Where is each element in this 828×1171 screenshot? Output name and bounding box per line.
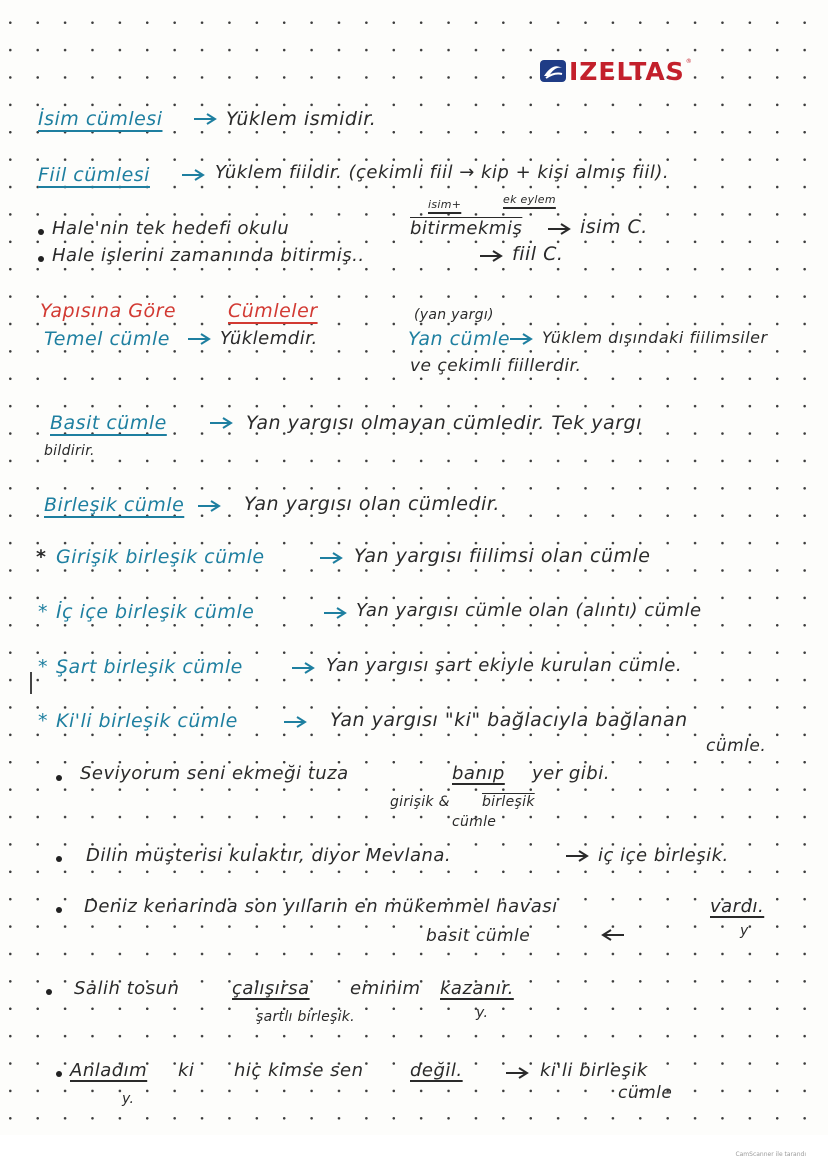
isim-cumlesi-definition: Yüklem ismidir.: [226, 108, 377, 130]
asterisk-marker: *: [38, 710, 48, 732]
arrow-right-icon: [282, 715, 310, 729]
yan-cumle-definition-2: ve çekimli fiillerdir.: [410, 356, 582, 376]
arrow-right-icon: [290, 661, 318, 675]
example-e5-result: ki'li birleşik: [540, 1060, 648, 1081]
example-e4-mid: eminim: [350, 978, 421, 999]
arrow-right-icon: [186, 332, 214, 346]
example-e5-verb: Anladım: [70, 1060, 148, 1081]
bullet: [38, 256, 44, 262]
yan-cumle-definition-1: Yüklem dışındaki fiilimsiler: [542, 328, 768, 347]
fiil-cumlesi-title: Fiil cümlesi: [38, 164, 150, 186]
bullet: [56, 856, 62, 862]
example-e5-verb-2: değil.: [410, 1060, 463, 1081]
arrow-left-icon: [598, 928, 626, 942]
brand-name: IZELTAS: [569, 56, 685, 86]
example-e3-verb: vardı.: [710, 896, 765, 917]
scanner-watermark: CamScanner ile tarandı: [735, 1151, 806, 1158]
sart-definition: Yan yargısı şart ekiyle kurulan cümle.: [326, 655, 683, 676]
example-1-verb: bitirmekmiş: [410, 218, 523, 239]
arrow-right-icon: [192, 112, 220, 126]
kili-definition: Yan yargısı "ki" bağlacıyla bağlanan: [330, 709, 688, 731]
yan-cumle-title: Yan cümle: [408, 328, 511, 350]
yan-yargi-note: (yan yargı): [414, 307, 494, 323]
example-e1-note-2: cümle: [452, 814, 497, 830]
example-e5-result-2: cümle: [618, 1083, 673, 1103]
arrow-right-icon: [180, 168, 208, 182]
girisik-title: Girişik birleşik cümle: [56, 546, 265, 568]
example-e1-rest: yer gibi.: [532, 763, 610, 784]
example-e4-note: şartlı birleşik.: [256, 1009, 355, 1025]
brand-trademark: ®: [685, 58, 692, 65]
example-e3-note: basit cümle: [426, 926, 531, 946]
temel-cumle-definition: Yüklemdir.: [220, 328, 318, 349]
arrow-right-icon: [478, 249, 506, 263]
arrow-right-icon: [508, 332, 536, 346]
bullet: [46, 989, 52, 995]
example-e3-text: Deniz kenarında son yılların en mükemmel havası: [84, 896, 558, 917]
isim-cumlesi-title: İsim cümlesi: [38, 108, 163, 130]
yapisina-gore-title: Yapısına Göre: [40, 300, 177, 322]
example-e1-note-1b: birleşik: [482, 794, 535, 810]
brand-logo: [540, 56, 692, 86]
example-e2-text: Dilin müşterisi kulaktır, diyor Mevlana.: [86, 845, 452, 866]
example-e4-verb-2: kazanır.: [440, 978, 514, 999]
example-e5-y: y.: [122, 1091, 135, 1107]
kili-title: Ki'li birleşik cümle: [56, 710, 238, 732]
isim-note: isim+: [428, 198, 462, 211]
basit-cumle-definition: Yan yargısı olmayan cümledir. Tek yargı: [246, 412, 642, 434]
example-e1-text: Seviyorum seni ekmeği tuza: [80, 763, 349, 784]
example-e5-ki: ki: [178, 1060, 195, 1081]
example-e3-verb-note: y: [740, 923, 749, 939]
temel-cumle-title: Temel cümle: [44, 328, 170, 350]
birlesik-cumle-definition: Yan yargısı olan cümledir.: [244, 493, 500, 515]
arrow-right-icon: [546, 222, 574, 236]
asterisk-marker: *: [38, 601, 48, 623]
sart-title: Şart birleşik cümle: [56, 656, 243, 678]
asterisk-marker: *: [38, 656, 48, 678]
example-e4-verb: çalışırsa: [232, 978, 310, 999]
arrow-right-icon: [504, 1066, 532, 1080]
ek-eylem-note: ek eylem: [503, 193, 556, 206]
example-e1-note-1: girişik &: [390, 794, 450, 810]
margin-mark: [30, 672, 32, 694]
arrow-right-icon: [564, 849, 592, 863]
kili-definition-2: cümle.: [706, 736, 767, 756]
page-bottom-margin: [0, 1135, 828, 1171]
arrow-right-icon: [208, 416, 236, 430]
example-e4-text: Salih tosun: [74, 978, 180, 999]
icice-title: İç içe birleşik cümle: [56, 601, 255, 623]
fiil-cumlesi-definition: Yüklem fiildir. (çekimli fiil → kip + kişi almış fiil).: [215, 162, 670, 183]
arrow-right-icon: [322, 606, 350, 620]
asterisk-marker: *: [36, 546, 47, 568]
example-e2-result: iç içe birleşik.: [598, 845, 729, 866]
basit-cumle-definition-2: bildirir.: [44, 443, 95, 459]
izeltas-logo-icon: [540, 60, 566, 82]
arrow-right-icon: [318, 551, 346, 565]
basit-cumle-title: Basit cümle: [50, 412, 167, 434]
example-1-text: Hale'nin tek hedefi okulu: [52, 218, 290, 239]
example-1-result: isim C.: [580, 216, 648, 238]
cumleler-title: Cümleler: [228, 300, 318, 322]
arrow-right-icon: [196, 499, 224, 513]
bullet: [56, 907, 62, 913]
bullet: [38, 229, 44, 235]
birlesik-cumle-title: Birleşik cümle: [44, 494, 185, 516]
example-2-text: Hale işlerini zamanında bitirmiş..: [52, 245, 365, 266]
example-e1-verb: banıp: [452, 763, 505, 784]
bullet: [56, 775, 62, 781]
girisik-definition: Yan yargısı fiilimsi olan cümle: [354, 545, 651, 567]
example-e5-text: hiç kimse sen: [234, 1060, 364, 1081]
example-2-result: fiil C.: [512, 243, 564, 265]
icice-definition: Yan yargısı cümle olan (alıntı) cümle: [356, 600, 702, 621]
example-e4-y: y.: [476, 1005, 489, 1021]
bullet: [56, 1071, 62, 1077]
